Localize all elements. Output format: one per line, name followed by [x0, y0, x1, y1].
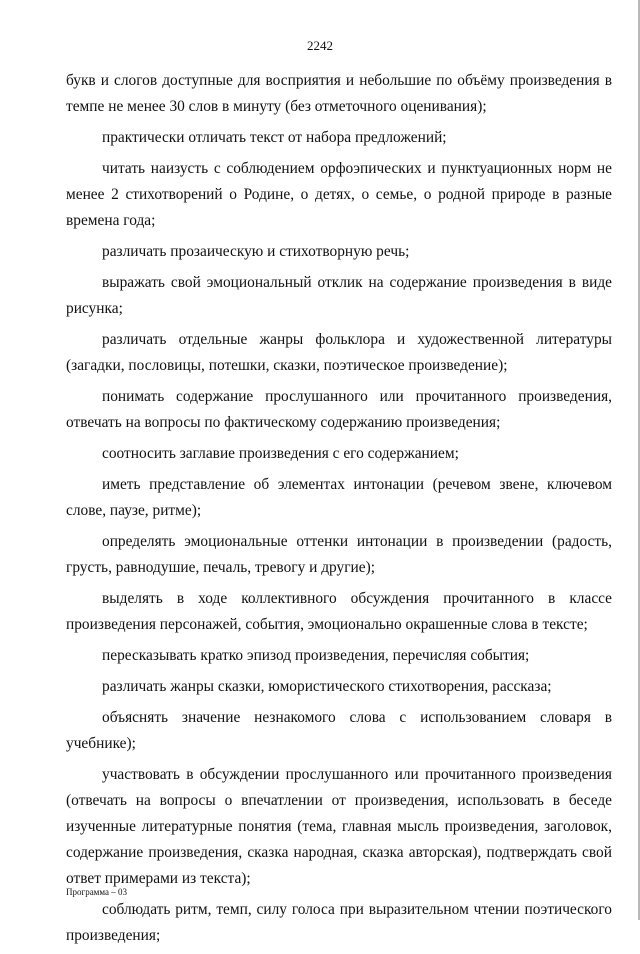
paragraph: различать жанры сказки, юмористического стихотворения, рассказа;: [102, 678, 552, 695]
paragraph: соблюдать ритм, темп, силу голоса при выразительном чтении поэтического произведения;: [66, 901, 612, 944]
footer-label: Программа – 03: [66, 887, 128, 897]
paragraph: выражать свой эмоциональный отклик на содержание произведения в виде рисунка;: [66, 274, 612, 317]
paragraph: иметь представление об элементах интонации (речевом звене, ключевом слове, паузе, ритме);: [66, 476, 612, 519]
paragraph: пересказывать кратко эпизод произведения, перечисляя события;: [102, 647, 530, 664]
paragraph: различать отдельные жанры фольклора и художественной литературы (загадки, пословицы, потешки, сказки, поэтическое произведение);: [66, 331, 612, 374]
paragraph: выделять в ходе коллективного обсуждения прочитанного в классе произведения персонажей, события, эмоционально окрашенные слова в тексте;: [66, 590, 612, 633]
paragraph: объяснять значение незнакомого слова с использованием словаря в учебнике);: [66, 709, 612, 752]
page-number: 2242: [307, 38, 333, 53]
body-text: [66, 68, 612, 954]
paragraph: читать наизусть с соблюдением орфоэпических и пунктуационных норм не менее 2 стихотворений о Родине, о детях, о семье, о родной природе в разные времена года;: [66, 160, 612, 229]
paragraph: соотносить заглавие произведения с его содержанием;: [102, 445, 459, 462]
paragraph: понимать содержание прослушанного или прочитанного произведения, отвечать на вопросы по фактическому содержанию произведения;: [66, 388, 612, 431]
paragraph: определять эмоциональные оттенки интонации в произведении (радость, грусть, равнодушие, печаль, тревогу и другие);: [66, 533, 612, 576]
paragraph: различать прозаическую и стихотворную речь;: [102, 243, 410, 260]
paragraph: букв и слогов доступные для восприятия и небольшие по объёму произведения в темпе не менее 30 слов в минуту (без отметочного оценивания);: [66, 72, 612, 115]
paragraph: участвовать в обсуждении прослушанного или прочитанного произведения (отвечать на вопросы о впечатлении от произведения, использовать в беседе изученные литературные понятия (тема, главная мысль произведения, заголовок, содержание произведения, сказка народная, сказка авторская), подтверждать свой ответ примерами из текста);: [66, 766, 612, 887]
paragraph: практически отличать текст от набора предложений;: [102, 129, 447, 146]
